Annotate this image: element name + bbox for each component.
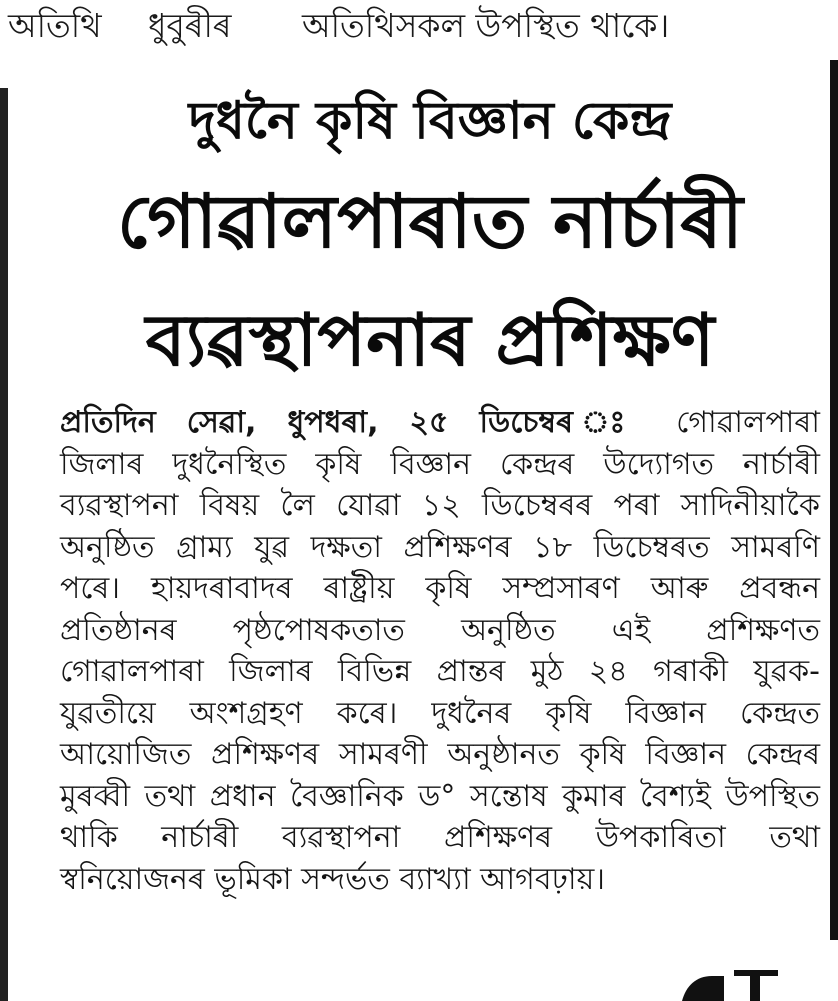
- article-line: পৰে। হায়দৰাবাদৰ ৰাষ্ট্ৰীয় কৃষি সম্প্ৰসাৰণ আৰু প্ৰবন্ধন: [60, 571, 820, 606]
- article-line: যুৱতীয়ে অংশগ্ৰহণ কৰে। দুধনৈৰ কৃষি বিজ্ঞান কেন্দ্ৰত: [60, 695, 820, 731]
- article-line-1: [60, 402, 820, 444]
- article-line: অনুষ্ঠিত গ্ৰাম্য যুৱ দক্ষতা প্ৰশিক্ষণৰ ১৮ ডিচেম্বৰত সামৰণি: [60, 529, 820, 565]
- article-line: থাকি নাৰ্চাৰী ব্যৱস্থাপনা প্ৰশিক্ষণৰ উপকাৰিতা তথা: [60, 820, 820, 855]
- article-line-last: স্বনিয়োজনৰ ভূমিকা সন্দৰ্ভত ব্যাখ্যা আগবঢ়ায়।: [60, 861, 605, 897]
- cropped-glyph-shape: [672, 962, 792, 1001]
- column-divider-left: [0, 88, 8, 1001]
- article-line-1-rest: গোৱালপাৰা: [646, 405, 820, 440]
- headline-kicker: দুধনৈ কৃষি বিজ্ঞান কেন্দ্ৰ: [188, 91, 672, 151]
- article-line: আয়োজিত প্ৰশিক্ষণৰ সামৰণী অনুষ্ঠানত কৃষি বিজ্ঞান কেন্দ্ৰৰ: [60, 737, 820, 772]
- top-strip-word-guest: অতিথি: [8, 6, 102, 45]
- headline-main-line-2: ব্যৱস্থাপনাৰ প্ৰশিক্ষণ: [145, 298, 715, 382]
- next-headline-fragment: [672, 962, 792, 1001]
- previous-article-tail: [0, 0, 838, 60]
- headline-main-line-1: গোৱালপাৰাত নাৰ্চাৰী: [117, 179, 743, 265]
- article-dateline: প্ৰতিদিন সেৱা, ধুপধৰা, ২৫ ডিচেম্বৰ ঃ: [60, 405, 647, 440]
- article-line: জিলাৰ দুধনৈস্থিত কৃষি বিজ্ঞান কেন্দ্ৰৰ উদ্যোগত নাৰ্চাৰী: [60, 446, 820, 482]
- article-body: [60, 402, 820, 900]
- article-line: প্ৰতিষ্ঠানৰ পৃষ্ঠপোষকতাত অনুষ্ঠিত এই প্ৰশিক্ষণত: [60, 612, 820, 648]
- top-strip-sentence-end: অতিথিসকল উপস্থিত থাকে।: [302, 6, 670, 45]
- top-strip-word-dhubri: ধুবুৰীৰ: [148, 6, 232, 45]
- article-line: গোৱালপাৰা জিলাৰ বিভিন্ন প্ৰান্তৰ মুঠ ২৪ গৰাকী যুৱক-: [60, 654, 820, 689]
- article-line: মুৰব্বী তথা প্ৰধান বৈজ্ঞানিক ড° সন্তোষ কুমাৰ বৈশ্যই উপস্থিত: [60, 778, 820, 814]
- article-line: ব্যৱস্থাপনা বিষয় লৈ যোৱা ১২ ডিচেম্বৰৰ পৰা সাদিনীয়াকৈ: [60, 488, 820, 523]
- column-divider-right: [830, 60, 838, 940]
